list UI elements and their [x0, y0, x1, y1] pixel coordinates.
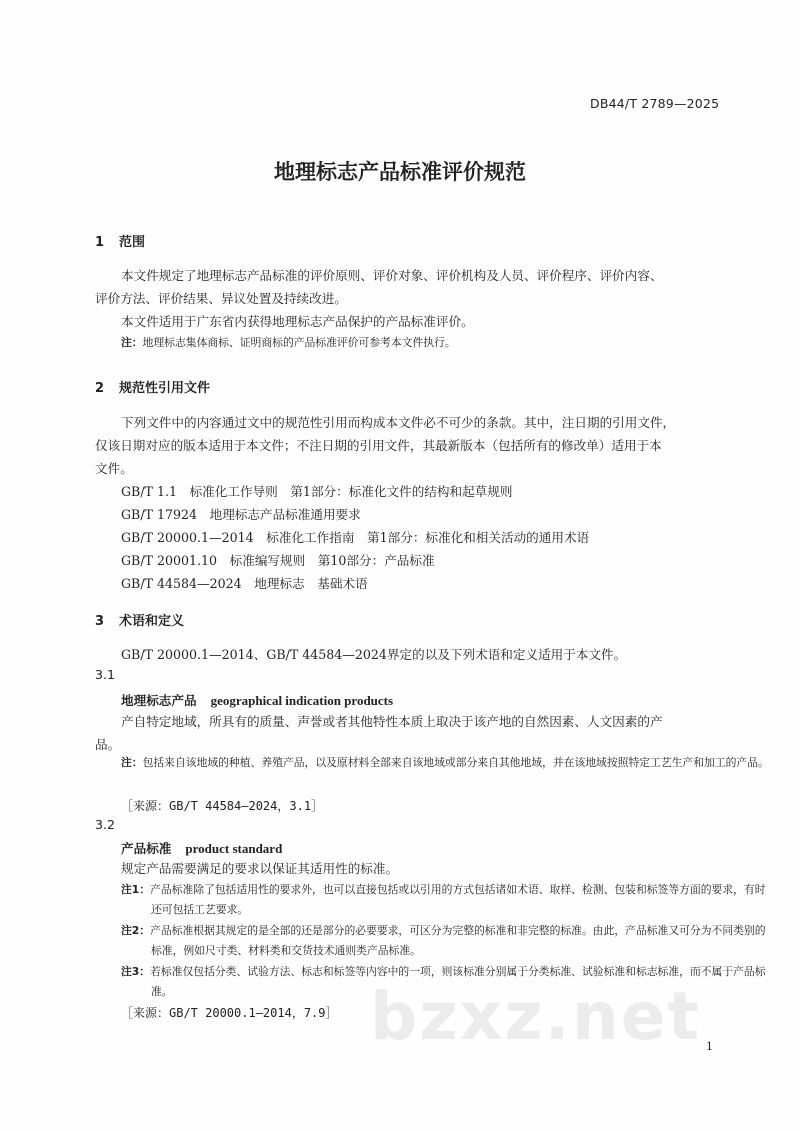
reference-item: GB/T 17924 地理标志产品标准通用要求 — [121, 507, 361, 522]
term-number: 3.1 — [95, 667, 116, 682]
note-text: 若标准仅包括分类、试验方法、标志和标签等内容中的一项，则该标准分别属于分类标准、试验标准和标志标准，而不属于产品标准。 — [150, 965, 766, 998]
section-heading-normative-references — [95, 377, 210, 396]
section-heading-scope — [95, 231, 145, 250]
reference-item: GB/T 20001.10 标准编写规则 第10部分：产品标准 — [121, 553, 435, 568]
note — [121, 880, 771, 920]
standard-code: DB44/T 2789—2025 — [590, 96, 720, 111]
note-text: 产品标准根据其规定的是全部的还是部分的必要要求，可区分为完整的标准和非完整的标准。由此，产品标准又可分为不同类别的标准，例如尺寸类、材料类和交货技术通则类产品标准。 — [150, 924, 766, 957]
section-title: 范围 — [119, 235, 146, 250]
source-citation: ［来源：GB/T 44584—2024，3.1］ — [121, 799, 324, 813]
paragraph-line: 仅该日期对应的版本适用于本文件；不注日期的引用文件，其最新版本（包括所有的修改单）适用于本 — [95, 438, 662, 453]
document-title: 地理标志产品标准评价规范 — [274, 160, 526, 184]
paragraph-line: 评价方法、评价结果、异议处置及持续改进。 — [95, 291, 347, 306]
paragraph-line: 本文件适用于广东省内获得地理标志产品保护的产品标准评价。 — [121, 314, 474, 329]
watermark: bzxz.net — [370, 978, 702, 1055]
section-title: 规范性引用文件 — [119, 381, 211, 396]
note-text: 地理标志集体商标、证明商标的产品标准评价可参考本文件执行。 — [142, 336, 456, 349]
note — [121, 921, 771, 961]
definition-line: 品。 — [95, 737, 121, 752]
paragraph-line: 下列文件中的内容通过文中的规范性引用而构成本文件必不可少的条款。其中，注日期的引用文件， — [121, 415, 676, 430]
reference-item: GB/T 20000.1—2014 标准化工作指南 第1部分：标准化和相关活动的通用术语 — [121, 530, 590, 545]
section-number: 3 — [95, 614, 105, 629]
note-label: 注： — [121, 336, 143, 349]
note-label: 注2： — [121, 924, 151, 937]
paragraph-line: GB/T 20000.1—2014、GB/T 44584—2024界定的以及下列术语和定义适用于本文件。 — [121, 647, 627, 662]
reference-item: GB/T 1.1 标准化工作导则 第1部分：标准化文件的结构和起草规则 — [121, 484, 513, 499]
paragraph-line: 本文件规定了地理标志产品标准的评价原则、评价对象、评价机构及人员、评价程序、评价内容、 — [121, 268, 663, 283]
term-name-en: geographical indication products — [210, 693, 394, 708]
term-number: 3.2 — [95, 817, 116, 832]
note-label: 注： — [121, 756, 143, 769]
term-heading — [121, 838, 282, 857]
term-name-zh: 地理标志产品 — [121, 693, 197, 708]
section-number: 1 — [95, 235, 105, 250]
term-name-zh: 产品标准 — [121, 841, 172, 856]
section-title: 术语和定义 — [119, 614, 185, 629]
note — [121, 753, 769, 773]
section-heading-terms — [95, 610, 184, 629]
note-text: 包括来自该地域的种植、养殖产品，以及原材料全部来自该地域或部分来自其他地域，并在该地域按照特定工艺生产和加工的产品。 — [142, 756, 769, 769]
term-name-en: product standard — [185, 841, 283, 856]
definition-line: 产自特定地域，所具有的质量、声誉或者其他特性本质上取决于该产地的自然因素、人文因素的产 — [121, 714, 663, 729]
paragraph-line: 文件。 — [95, 461, 133, 476]
page-number: 1 — [706, 1040, 713, 1053]
definition-line: 规定产品需要满足的要求以保证其适用性的标准。 — [121, 861, 399, 876]
note — [121, 333, 456, 353]
reference-item: GB/T 44584—2024 地理标志 基础术语 — [121, 576, 368, 591]
term-heading — [121, 690, 393, 709]
source-citation: ［来源：GB/T 20000.1—2014，7.9］ — [121, 1006, 338, 1020]
note-label: 注1： — [121, 883, 151, 896]
section-number: 2 — [95, 381, 105, 396]
note-text: 产品标准除了包括适用性的要求外，也可以直接包括或以引用的方式包括诸如术语、取样、检测、包装和标签等方面的要求，有时还可包括工艺要求。 — [150, 883, 766, 916]
note-label: 注3： — [121, 965, 151, 978]
